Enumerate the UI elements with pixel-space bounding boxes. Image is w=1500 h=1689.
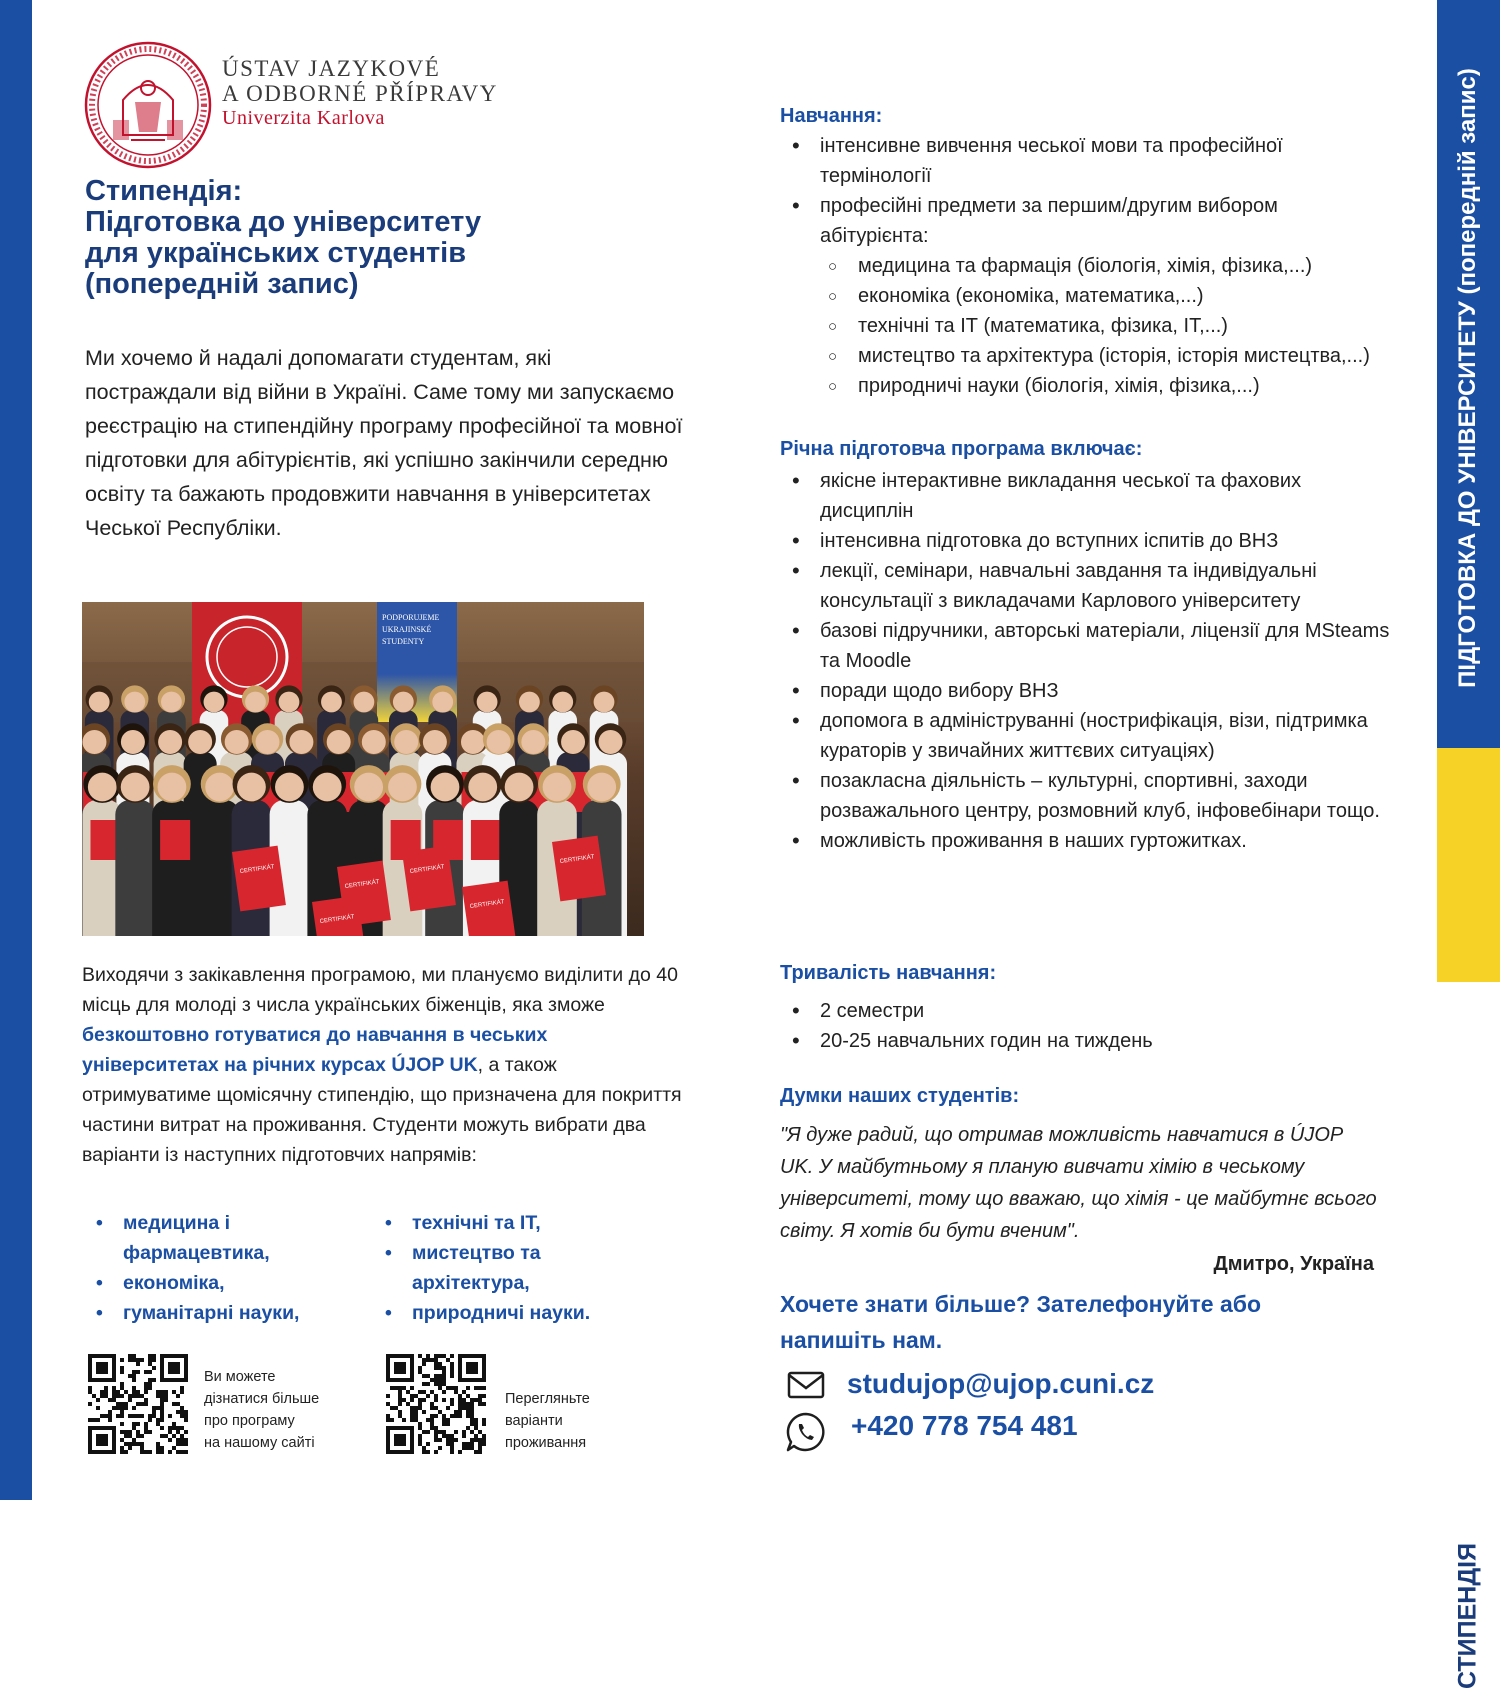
qr-caption-line: про програму xyxy=(204,1413,295,1429)
photo-person-face xyxy=(89,692,110,713)
duration-section xyxy=(780,958,1390,1056)
photo-certificate xyxy=(402,846,456,912)
photo-person-face xyxy=(158,773,187,802)
photo-certificate-label: CERTIFIKÁT xyxy=(409,864,445,876)
duration-item: • 2 семестри xyxy=(780,996,1390,1026)
photo-person-face xyxy=(362,730,386,754)
side-banner-yellow xyxy=(1437,748,1500,1689)
study-item-text: професійні предмети за першим/другим вибором абітурієнта: xyxy=(820,195,1278,247)
photo-certificate xyxy=(552,836,606,902)
photo-person-face xyxy=(394,730,418,754)
photo-certificate-label: CERTIFIKÁT xyxy=(469,899,505,911)
program-paragraph-part-1: Виходячи з закікавлення програмою, ми плануємо виділити до 40 місць для молоді з числа українських біженців, яка зможе xyxy=(82,964,678,1016)
side-banner-white xyxy=(1437,982,1500,1500)
photo-banner-line-3: STUDENTY xyxy=(382,637,425,646)
annual-item: • базові підручники, авторські матеріали, ліцензії для MSteams та Moodle xyxy=(780,616,1390,676)
photo-person-face xyxy=(188,730,212,754)
study-sub-item: ○ медицина та фармація (біологія, хімія, фізика,...) xyxy=(820,251,1390,281)
photo-person-face xyxy=(388,773,417,802)
photo-person-face xyxy=(431,773,460,802)
cta-line-1: Хочете знати більше? Зателефонуйте або xyxy=(780,1291,1262,1317)
photo-person-face xyxy=(279,692,300,713)
title-line-2: Підготовка до університету xyxy=(85,206,482,238)
photo-person-face xyxy=(313,773,342,802)
qr-caption-line: Перегляньте xyxy=(505,1391,590,1407)
photo-person-face xyxy=(432,692,453,713)
qr-caption-line: на нашому сайті xyxy=(204,1435,315,1451)
university-seal-icon xyxy=(83,40,213,170)
side-banner-blue xyxy=(1437,0,1500,748)
annual-item: • якісне інтерактивне викладання чеської та фахових дисциплін xyxy=(780,466,1390,526)
annual-item: • допомога в адмініструванні (нострифікація, візи, підтримка кураторів у звичайних життєвих ситуаціях) xyxy=(780,706,1390,766)
photo-person-face xyxy=(519,692,540,713)
duration-item: • 20-25 навчальних годин на тиждень xyxy=(780,1026,1390,1056)
photo-certificate-label: CERTIFIKÁT xyxy=(344,879,380,891)
direction-item: • мистецтво та архітектура, xyxy=(371,1238,641,1298)
photo-person-face xyxy=(237,773,266,802)
qr-caption-line: Ви можете xyxy=(204,1369,276,1385)
study-section xyxy=(780,101,1390,401)
photo-banner-line-1: PODPORUJEME xyxy=(382,613,440,622)
photo-person-face xyxy=(88,773,117,802)
direction-item: • економіка, xyxy=(82,1268,352,1298)
university-logo-text xyxy=(222,56,498,130)
annual-item: • лекції, семінари, навчальні завдання та індивідуальні консультації з викладачами Карлового університету xyxy=(780,556,1390,616)
annual-item: • можливість проживання в наших гуртожитках. xyxy=(780,826,1390,856)
photo-person-face xyxy=(552,692,573,713)
photo-person-face xyxy=(461,730,485,754)
qr-caption-line: дізнатися більше xyxy=(204,1391,320,1407)
program-paragraph xyxy=(82,960,682,1170)
photo-person-face xyxy=(121,773,150,802)
photo-person-face xyxy=(124,692,145,713)
photo-person-face xyxy=(82,730,106,754)
duration-heading: Тривалість навчання: xyxy=(780,962,997,984)
photo-person-face xyxy=(245,692,266,713)
contact-call-to-action xyxy=(780,1286,1380,1358)
side-banner-blue-text: ПІДГОТОВКА ДО УНІВЕРСИТЕТУ (попередній запис) xyxy=(1454,68,1481,688)
photo-person-face xyxy=(161,692,182,713)
study-sub-item: ○ економіка (економіка, математика,...) xyxy=(820,281,1390,311)
title-line-3: для українських студентів xyxy=(85,237,467,269)
logo-line-3: Univerzita Karlova xyxy=(222,107,385,129)
photo-certificate-label: CERTIFIKÁT xyxy=(319,914,355,926)
photo-person-face xyxy=(225,730,249,754)
photo-certificate xyxy=(160,820,190,860)
direction-item: • технічні та ІТ, xyxy=(371,1208,641,1238)
envelope-icon xyxy=(786,1367,826,1403)
photo-person-face xyxy=(599,730,623,754)
study-sub-item: ○ технічні та ІТ (математика, фізика, ІТ,...) xyxy=(820,311,1390,341)
logo-line-1: ÚSTAV JAZYKOVÉ xyxy=(222,56,441,81)
photo-person-face xyxy=(354,773,383,802)
group-photo xyxy=(82,602,644,936)
annual-item: • позакласна діяльність – культурні, спортивні, заходи розважального центру, розмовний клуб, інфовебінари тощо. xyxy=(780,766,1390,826)
photo-person-face xyxy=(158,730,182,754)
study-sub-item: ○ мистецтво та архітектура (історія, історія мистецтва,...) xyxy=(820,341,1390,371)
photo-person-face xyxy=(587,773,616,802)
quote-author: Дмитро, Україна xyxy=(1213,1253,1374,1275)
phone-link[interactable]: +420 778 754 481 xyxy=(851,1410,1078,1441)
title-line-1: Стипендія: xyxy=(85,175,243,207)
program-paragraph-part-2: , а також отримуватиме щомісячну стипендію, що призначена для покриття частини витрат на проживання. Студенти можуть вибрати два варіанти із наступних підготовчих напрямів: xyxy=(82,1054,682,1166)
photo-person-face xyxy=(289,730,313,754)
photo-person-face xyxy=(321,692,342,713)
photo-person-face xyxy=(468,773,497,802)
side-banner xyxy=(1437,0,1500,1689)
direction-item: • гуманітарні науки, xyxy=(82,1298,352,1328)
qr-caption-line: проживання xyxy=(505,1435,587,1451)
title-line-4: (попередній запис) xyxy=(85,268,359,300)
photo-person-face xyxy=(521,730,545,754)
whatsapp-icon xyxy=(784,1410,828,1454)
photo-person-face xyxy=(543,773,572,802)
intro-paragraph: Ми хочемо й надалі допомагати студентам, які постраждали від війни в Україні. Саме тому ми запускаємо реєстрацію на стипендійну програму професійної та мовної підготовки для абітурієнтів, які успішно закінчили середню освіту та бажають продовжити навчання в університетах Чеської Республіки. xyxy=(85,346,683,540)
study-sub-item: ○ природничі науки (біологія, хімія, фізика,...) xyxy=(820,371,1390,401)
photo-person-face xyxy=(205,773,234,802)
photo-person xyxy=(115,800,155,936)
photo-person-face xyxy=(256,730,280,754)
opinions-heading: Думки наших студентів: xyxy=(780,1085,1020,1107)
left-accent-bar xyxy=(0,0,32,1500)
photo-person-face xyxy=(487,730,511,754)
photo-certificate xyxy=(232,846,286,912)
logo-line-2: A ODBORNÉ PŘÍPRAVY xyxy=(222,81,498,106)
program-paragraph-highlight: безкоштовно готуватися до навчання в чеських університетах на річних курсах ÚJOP UK xyxy=(82,1024,548,1076)
photo-person-face xyxy=(477,692,498,713)
annual-program-heading: Річна підготовча програма включає: xyxy=(780,438,1143,460)
photo-person-face xyxy=(327,730,351,754)
photo-person-face xyxy=(561,730,585,754)
direction-item: • медицина і фармацевтика, xyxy=(82,1208,352,1268)
side-banner-yellow-text: СТИПЕНДІЯ xyxy=(1453,1542,1482,1689)
study-item xyxy=(780,191,1390,401)
study-heading: Навчання: xyxy=(780,105,883,127)
photo-person-face xyxy=(275,773,304,802)
photo-person-face xyxy=(121,730,145,754)
page-title xyxy=(85,176,685,300)
qr-caption-line: варіанти xyxy=(505,1413,563,1429)
photo-person-face xyxy=(354,692,375,713)
study-item: • інтенсивне вивчення чеської мови та професійної термінології xyxy=(780,131,1390,191)
cta-line-2: напишіть нам. xyxy=(780,1327,943,1353)
photo-person-face xyxy=(505,773,534,802)
qr-program-caption xyxy=(204,1366,319,1454)
photo-person-face xyxy=(423,730,447,754)
qr-code-program[interactable] xyxy=(88,1354,188,1454)
annual-program-section xyxy=(780,434,1390,856)
opinions-section xyxy=(780,1081,1380,1279)
photo-person-face xyxy=(393,692,414,713)
photo-person-face xyxy=(204,692,225,713)
photo-banner-line-2: UKRAJINSKÉ xyxy=(382,625,432,634)
qr-housing-caption xyxy=(505,1388,590,1454)
photo-certificate-label: CERTIFIKÁT xyxy=(239,864,275,876)
email-link[interactable]: studujop@ujop.cuni.cz xyxy=(847,1368,1155,1399)
direction-item: • природничі науки. xyxy=(371,1298,641,1328)
qr-code-housing[interactable] xyxy=(386,1354,486,1454)
photo-person-face xyxy=(594,692,615,713)
annual-item: • інтенсивна підготовка до вступних іспитів до ВНЗ xyxy=(780,526,1390,556)
photo-certificate xyxy=(471,820,501,860)
student-quote: "Я дуже радий, що отримав можливість навчатися в ÚJOP UK. У майбутньому я планую вивчати хімію в чеському університеті, тому що вважаю, що хімія - це майбутнє всього світу. Я хотів би бути вченим". xyxy=(780,1124,1377,1242)
annual-item: • поради щодо вибору ВНЗ xyxy=(780,676,1390,706)
photo-certificate-label: CERTIFIKÁT xyxy=(559,854,595,866)
